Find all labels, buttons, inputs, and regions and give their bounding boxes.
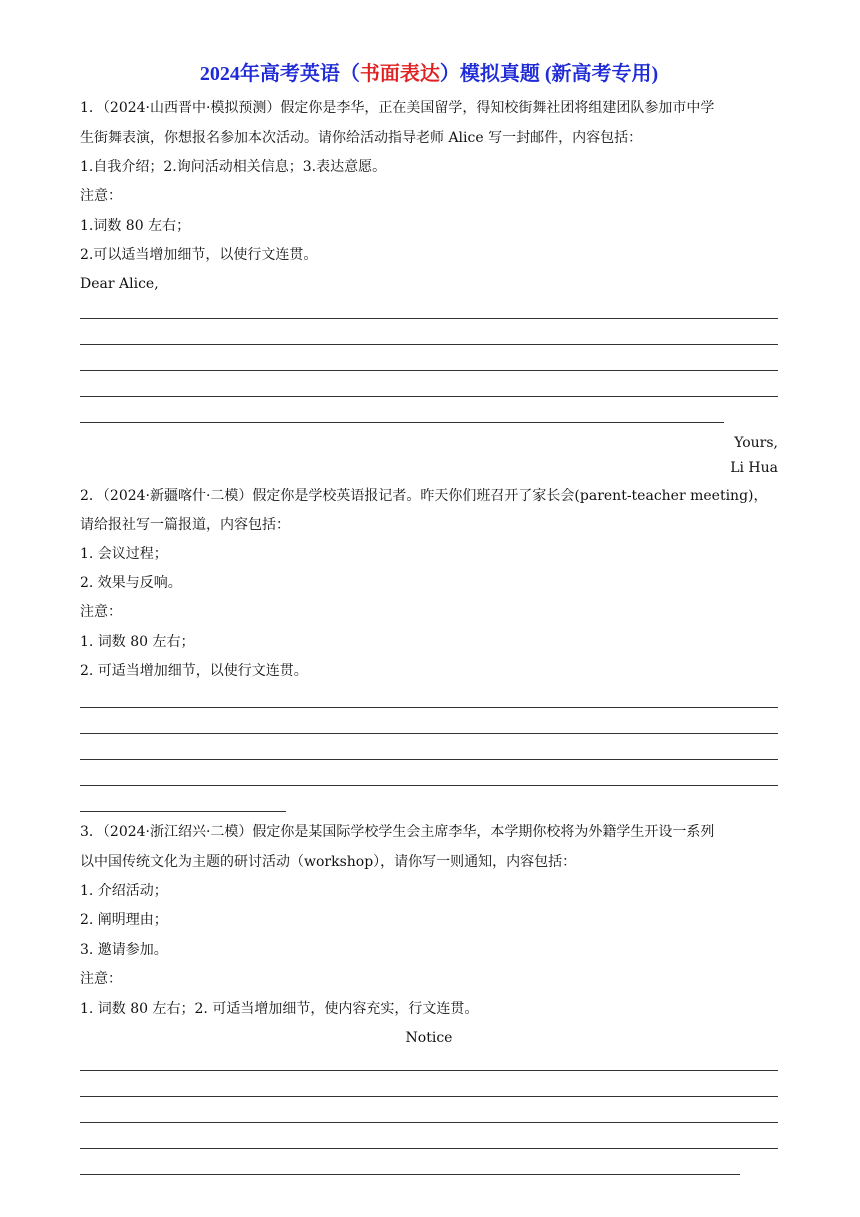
q1-note-2: 2.可以适当增加细节，以使行文连贯。 [80,247,318,263]
document-title [80,60,778,88]
q3-answer-line[interactable] [80,1096,778,1097]
q3-content-1: 1. 介绍活动； [80,883,168,899]
q1-answer-line[interactable] [80,396,778,397]
q2-note-label: 注意： [80,604,122,620]
q1-closing: Yours, [734,435,778,451]
q3-answer-line[interactable] [80,1122,778,1123]
title-text: 2024年高考英语（ [199,63,360,85]
q2-prompt-line2: 请给报社写一篇报道，内容包括： [80,517,290,533]
q2-answer-line[interactable] [80,759,778,760]
q3-answer-line[interactable] [80,1148,778,1149]
q3-note-1: 1. 词数 80 左右；2. 可适当增加细节，使内容充实，行文连贯。 [80,1001,479,1017]
title-highlight: 书面表达 [359,63,440,85]
q1-note-1: 1.词数 80 左右； [80,218,191,234]
q2-content-2: 2. 效果与反响。 [80,575,182,591]
q2-answer-line[interactable] [80,707,778,708]
q3-prompt-line1: 3．（2024·浙江绍兴·二模）假定你是某国际学校学生会主席李华，本学期你校将为外籍学生开设一系列 [80,824,715,840]
q3-answer-line[interactable] [80,1174,740,1175]
q1-content: 1.自我介绍；2.询问活动相关信息；3.表达意愿。 [80,159,387,175]
q2-answer-line[interactable] [80,785,778,786]
q3-prompt-line2: 以中国传统文化为主题的研讨活动（workshop），请你写一则通知，内容包括： [80,854,577,870]
q1-answer-line[interactable] [80,344,778,345]
q2-prompt-line1: 2．（2024·新疆喀什·二模）假定你是学校英语报记者。昨天你们班召开了家长会(parent-teacher meeting)， [80,488,768,504]
q3-answer-line[interactable] [80,1070,778,1071]
q1-greeting: Dear Alice, [80,276,159,292]
title-text-end: ）模拟真题 (新高考专用) [439,63,659,85]
q1-answer-line[interactable] [80,422,724,423]
q3-notice-heading: Notice [405,1030,453,1046]
q2-answer-line[interactable] [80,733,778,734]
q1-signature: Li Hua [730,460,778,476]
q1-note-label: 注意： [80,188,122,204]
q3-content-2: 2. 阐明理由； [80,912,168,928]
q1-answer-line[interactable] [80,318,778,319]
q2-content-1: 1. 会议过程； [80,546,168,562]
q3-content-3: 3. 邀请参加。 [80,942,168,958]
q1-answer-line[interactable] [80,370,778,371]
q1-prompt-line1: 1．（2024·山西晋中·模拟预测）假定你是李华，正在美国留学，得知校街舞社团将组建团队参加市中学 [80,100,715,116]
q2-note-2: 2. 可适当增加细节，以使行文连贯。 [80,663,308,679]
q2-answer-line[interactable] [80,811,286,812]
q1-prompt-line2: 生街舞表演，你想报名参加本次活动。请你给活动指导老师 Alice 写一封邮件，内容包括： [80,130,643,146]
q3-note-label: 注意： [80,971,122,987]
q2-note-1: 1. 词数 80 左右； [80,634,195,650]
